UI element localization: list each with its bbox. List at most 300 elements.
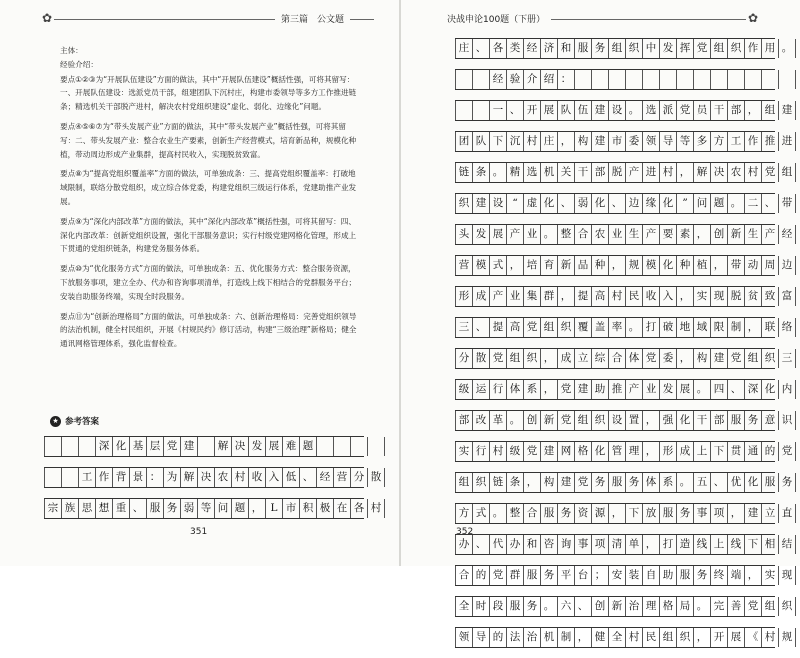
grid-cell: 、	[728, 380, 745, 399]
grid-cell	[711, 70, 728, 89]
grid-cell: 群	[541, 287, 558, 306]
grid-cell: 台	[575, 566, 592, 585]
grid-cell	[455, 101, 473, 120]
grid-cell: 党	[524, 318, 541, 337]
grid-cell: 等	[677, 132, 694, 151]
grid-cell: 推	[609, 380, 626, 399]
grid-cell: 结	[779, 535, 796, 554]
grid-cell: 。	[541, 225, 558, 244]
grid-cell: 发	[473, 225, 490, 244]
grid-cell: 系	[660, 473, 677, 492]
grid-cell: 建	[711, 349, 728, 368]
grid-cell	[745, 70, 762, 89]
grid-cell: 市	[283, 499, 300, 518]
grid-cell: ，	[609, 504, 626, 523]
grid-cell: 下	[745, 535, 762, 554]
grid-cell: 联	[762, 318, 779, 337]
grid-row	[455, 317, 793, 338]
grid-cell: 打	[643, 318, 660, 337]
paragraph: 要点①②③为“开展队伍建设”方面的做法，其中“开展队伍建设”概括性强，可将其留写：一、开展队伍建设：选派党员干部，组建团队下沉村庄，构建市委领导等多方工作推进链条；精选机关干部脱产进村，解决农村党组织建设“虚化、弱化、边缘化”问题。	[60, 74, 357, 112]
grid-cell: 极	[317, 499, 334, 518]
grid-cell: 党	[558, 411, 575, 430]
grid-cell: 种	[592, 256, 609, 275]
grid-cell	[79, 437, 96, 456]
grid-cell: 部	[455, 411, 473, 430]
grid-cell: 贯	[728, 442, 745, 461]
grid-cell: 织	[728, 39, 745, 58]
grid-cell: ，	[745, 318, 762, 337]
grid-cell: 委	[626, 132, 643, 151]
left-body-text	[60, 44, 360, 351]
grid-cell: 积	[300, 499, 317, 518]
grid-cell: 、	[575, 597, 592, 616]
grid-cell: 善	[728, 597, 745, 616]
grid-cell: ，	[728, 504, 745, 523]
grid-cell: 精	[507, 163, 524, 182]
grid-cell: 化	[541, 194, 558, 213]
grid-cell: 织	[626, 39, 643, 58]
grid-cell: 综	[592, 349, 609, 368]
grid-cell: 服	[762, 473, 779, 492]
grid-cell: 工	[79, 468, 96, 487]
grid-cell: L	[266, 499, 283, 518]
grid-cell: 链	[490, 473, 507, 492]
grid-cell: 工	[728, 132, 745, 151]
grid-cell	[694, 70, 711, 89]
grid-cell: 组	[609, 39, 626, 58]
grid-cell: 建	[575, 380, 592, 399]
grid-cell: 系	[524, 380, 541, 399]
grid-cell: 、	[130, 499, 147, 518]
grid-cell: 中	[643, 39, 660, 58]
grid-cell	[609, 70, 626, 89]
grid-cell: 村	[609, 287, 626, 306]
grid-cell: 发	[660, 380, 677, 399]
grid-cell: 条	[507, 473, 524, 492]
grid-cell: 化	[113, 437, 130, 456]
grid-row	[455, 69, 775, 90]
grid-cell: 团	[455, 132, 473, 151]
grid-cell: 入	[266, 468, 283, 487]
grid-cell: 线	[694, 535, 711, 554]
grid-cell: 育	[541, 256, 558, 275]
grid-cell: 高	[592, 287, 609, 306]
grid-cell: ，	[609, 256, 626, 275]
grid-cell: 务	[541, 566, 558, 585]
grid-row	[455, 131, 793, 152]
grid-cell: 问	[215, 499, 232, 518]
grid-cell: 生	[745, 225, 762, 244]
grid-cell: ，	[677, 163, 694, 182]
grid-cell: 务	[524, 597, 541, 616]
grid-cell: ，	[643, 442, 660, 461]
grid-cell: 党	[779, 442, 796, 461]
grid-cell: 题	[300, 437, 317, 456]
grid-cell: 为	[164, 468, 181, 487]
grid-row	[455, 627, 793, 648]
grid-cell	[660, 70, 677, 89]
grid-cell: 破	[660, 318, 677, 337]
paragraph: 要点⑧为“提高党组织覆盖率”方面的做法，可单独成条：三、提高党组织覆盖率：打破地域限制，联络分散党组织，成立综合体党委，构建党组织三级运行体系，党建助推产业发展。	[60, 169, 357, 206]
grid-cell: 农	[215, 468, 232, 487]
left-answer-grid	[44, 436, 382, 529]
grid-cell: 打	[660, 535, 677, 554]
grid-cell: 相	[762, 535, 779, 554]
grid-cell: 行	[473, 442, 490, 461]
grid-cell: 时	[473, 597, 490, 616]
grid-cell: 组	[660, 628, 677, 647]
grid-cell: 全	[455, 597, 473, 616]
grid-cell: 服	[609, 473, 626, 492]
grid-row	[455, 348, 793, 369]
grid-cell: 织	[473, 473, 490, 492]
header-rule	[551, 19, 746, 20]
grid-cell: 组	[762, 597, 779, 616]
grid-cell: 体	[507, 380, 524, 399]
grid-cell: 服	[728, 411, 745, 430]
grid-cell: 。	[490, 163, 507, 182]
grid-cell: 务	[626, 473, 643, 492]
grid-cell: 织	[592, 411, 609, 430]
grid-cell: 深	[96, 437, 113, 456]
grid-cell: 低	[283, 468, 300, 487]
grid-cell: 务	[164, 499, 181, 518]
grid-cell: 庄	[455, 39, 473, 58]
grid-cell: 、	[609, 194, 626, 213]
grid-cell: 党	[575, 473, 592, 492]
grid-cell: 新	[558, 256, 575, 275]
grid-row	[455, 224, 793, 245]
grid-cell: 务	[592, 39, 609, 58]
grid-cell: 一	[490, 101, 507, 120]
right-header-title: 决战申论100题（下册）	[447, 14, 546, 25]
grid-cell: 、	[473, 318, 490, 337]
grid-cell: 。	[779, 39, 796, 58]
grid-cell: 党	[745, 597, 762, 616]
grid-cell: 。	[677, 473, 694, 492]
grid-cell: 服	[677, 566, 694, 585]
grid-cell: 沉	[507, 132, 524, 151]
grid-cell: 提	[490, 318, 507, 337]
grid-row	[455, 472, 793, 493]
grid-cell: ；	[592, 566, 609, 585]
grid-cell: 散	[473, 349, 490, 368]
grid-cell: 边	[626, 194, 643, 213]
grid-cell: 散	[368, 468, 385, 487]
grid-cell: 富	[779, 287, 796, 306]
grid-cell: 构	[541, 473, 558, 492]
grid-cell: 规	[626, 256, 643, 275]
grid-cell: 产	[762, 225, 779, 244]
grid-cell: 村	[626, 628, 643, 647]
grid-cell: 市	[609, 132, 626, 151]
grid-cell: 新	[541, 411, 558, 430]
ornament-icon: ✿	[41, 11, 53, 25]
grid-cell: ，	[541, 380, 558, 399]
grid-cell: 格	[660, 597, 677, 616]
grid-cell: 方	[711, 132, 728, 151]
right-header	[441, 10, 760, 26]
grid-cell	[473, 101, 490, 120]
grid-cell	[677, 70, 694, 89]
grid-cell: 队	[473, 132, 490, 151]
grid-cell: 形	[455, 287, 473, 306]
grid-row	[455, 38, 793, 59]
grid-cell: 新	[609, 597, 626, 616]
grid-cell: 缘	[643, 194, 660, 213]
paragraph: 要点⑩为“优化服务方式”方面的做法，可单独成条：五、优化服务方式：整合服务资源，下放服务事项，建立全办、代办和咨询事项清单，打造线上线下相结合的党群服务平台；安装自助服务终端，实现全时段服务。	[60, 264, 357, 301]
grid-cell: 事	[575, 535, 592, 554]
grid-cell	[351, 437, 368, 456]
grid-cell: 创	[711, 225, 728, 244]
grid-cell: 开	[524, 101, 541, 120]
grid-cell: 种	[677, 256, 694, 275]
grid-cell	[62, 468, 79, 487]
grid-cell: 方	[455, 504, 473, 523]
grid-cell: 决	[198, 468, 215, 487]
grid-cell: 设	[609, 101, 626, 120]
answer-heading	[50, 415, 99, 427]
grid-cell: 村	[368, 499, 385, 518]
grid-cell	[575, 70, 592, 89]
grid-cell: 产	[507, 225, 524, 244]
grid-cell: 机	[541, 163, 558, 182]
star-icon: ★	[50, 416, 61, 427]
grid-cell: 党	[762, 163, 779, 182]
grid-cell: 庄	[541, 132, 558, 151]
grid-cell: 完	[711, 597, 728, 616]
grid-cell: 治	[626, 597, 643, 616]
grid-row	[44, 498, 382, 519]
grid-cell: ：	[558, 70, 575, 89]
grid-cell: 提	[575, 287, 592, 306]
grid-cell: 建	[592, 132, 609, 151]
grid-cell: 盖	[592, 318, 609, 337]
grid-cell: 办	[507, 535, 524, 554]
grid-cell: 资	[575, 504, 592, 523]
grid-cell: 设	[609, 411, 626, 430]
grid-cell: ，	[249, 499, 266, 518]
grid-cell: 级	[455, 380, 473, 399]
grid-cell: 经	[524, 39, 541, 58]
header-rule	[350, 19, 374, 20]
grid-row	[455, 596, 793, 617]
grid-cell: 党	[558, 380, 575, 399]
grid-cell: 形	[660, 442, 677, 461]
grid-cell: 网	[558, 442, 575, 461]
grid-cell: 题	[711, 194, 728, 213]
grid-cell: 培	[524, 256, 541, 275]
grid-cell: 发	[660, 39, 677, 58]
grid-cell: 带	[779, 194, 796, 213]
grid-cell: 级	[507, 442, 524, 461]
grid-cell: 类	[507, 39, 524, 58]
grid-cell: 队	[558, 101, 575, 120]
grid-cell: 服	[660, 504, 677, 523]
grid-cell: 组	[507, 349, 524, 368]
grid-cell: 建	[181, 437, 198, 456]
grid-row	[44, 436, 364, 457]
grid-cell	[368, 437, 385, 456]
grid-cell: 改	[473, 411, 490, 430]
grid-cell: 村	[745, 163, 762, 182]
grid-cell: ，	[524, 473, 541, 492]
left-header	[40, 10, 374, 26]
answer-title: 参考答案	[65, 417, 100, 427]
grid-cell: ，	[558, 287, 575, 306]
grid-cell	[62, 437, 79, 456]
grid-cell: ，	[643, 535, 660, 554]
grid-cell: 成	[677, 442, 694, 461]
grid-cell: 治	[524, 628, 541, 647]
grid-cell: 选	[524, 163, 541, 182]
grid-cell: 植	[694, 256, 711, 275]
grid-cell: 段	[490, 597, 507, 616]
grid-cell: 收	[643, 287, 660, 306]
grid-cell	[779, 70, 796, 89]
grid-cell: 、	[711, 473, 728, 492]
grid-cell: ：	[147, 468, 164, 487]
grid-cell: 部	[728, 101, 745, 120]
grid-cell: 党	[694, 39, 711, 58]
grid-cell: 合	[524, 504, 541, 523]
grid-cell: 代	[490, 535, 507, 554]
grid-cell: 制	[558, 628, 575, 647]
paragraph: 要点⑨为“深化内部改革”方面的做法，其中“深化内部改革”概括性强，可将其留写：四、深化内部改革：创新党组织设置，强化干部服务意识；实行村级党建网格化管理，形成上下贯通的党组织链条，构建党务服务体系。	[60, 216, 357, 254]
grid-cell: 询	[558, 535, 575, 554]
grid-cell: 分	[351, 468, 368, 487]
grid-cell: 化	[660, 256, 677, 275]
grid-cell: 组	[541, 318, 558, 337]
grid-cell: 问	[694, 194, 711, 213]
grid-cell: 产	[490, 287, 507, 306]
grid-cell: ，	[643, 411, 660, 430]
grid-cell: 多	[694, 132, 711, 151]
grid-cell: 各	[351, 499, 368, 518]
grid-cell: 进	[643, 163, 660, 182]
grid-cell: 重	[113, 499, 130, 518]
grid-cell: 边	[779, 256, 796, 275]
grid-cell: 、	[762, 194, 779, 213]
grid-cell: 规	[779, 628, 796, 647]
grid-cell: 务	[558, 504, 575, 523]
grid-cell: 体	[643, 473, 660, 492]
grid-cell: 和	[558, 39, 575, 58]
grid-cell: 下	[626, 504, 643, 523]
grid-cell	[334, 437, 351, 456]
grid-cell: 员	[694, 101, 711, 120]
grid-cell: 织	[455, 194, 473, 213]
grid-cell: 式	[473, 504, 490, 523]
grid-cell: 。	[626, 318, 643, 337]
grid-cell: 直	[779, 504, 796, 523]
paragraph: 主体：	[60, 46, 83, 55]
grid-cell: 组	[745, 349, 762, 368]
grid-cell: 实	[455, 442, 473, 461]
grid-cell: 织	[779, 597, 796, 616]
grid-cell: 局	[677, 597, 694, 616]
grid-cell: 委	[660, 349, 677, 368]
grid-cell: 。	[490, 504, 507, 523]
grid-cell: 农	[728, 163, 745, 182]
grid-cell: 党	[524, 442, 541, 461]
grid-cell: 部	[592, 163, 609, 182]
grid-row	[455, 379, 793, 400]
grid-cell: 经	[779, 225, 796, 244]
grid-cell: 发	[249, 437, 266, 456]
grid-cell: 挥	[677, 39, 694, 58]
grid-cell: 助	[592, 380, 609, 399]
grid-cell: 上	[694, 442, 711, 461]
grid-cell: 服	[524, 566, 541, 585]
grid-cell: 想	[96, 499, 113, 518]
grid-cell: 动	[745, 256, 762, 275]
grid-cell: 导	[473, 628, 490, 647]
grid-cell: 组	[575, 411, 592, 430]
left-header-title: 第三篇 公文题	[280, 14, 344, 25]
grid-cell: 咨	[541, 535, 558, 554]
grid-cell: 村	[524, 132, 541, 151]
grid-cell: 放	[643, 504, 660, 523]
grid-cell: 、	[473, 39, 490, 58]
grid-row	[44, 467, 382, 488]
grid-cell: 进	[779, 132, 796, 151]
grid-cell: 济	[541, 39, 558, 58]
grid-cell: 等	[198, 499, 215, 518]
grid-cell: 和	[524, 535, 541, 554]
grid-cell	[728, 70, 745, 89]
grid-cell: 展	[541, 101, 558, 120]
grid-cell: 背	[113, 468, 130, 487]
grid-cell: 行	[490, 380, 507, 399]
grid-cell: 现	[711, 287, 728, 306]
grid-cell: 三	[779, 349, 796, 368]
header-rule	[54, 19, 275, 20]
grid-row	[455, 286, 793, 307]
grid-cell: 村	[490, 442, 507, 461]
grid-cell: 各	[490, 39, 507, 58]
paragraph: 经验介绍：	[60, 59, 98, 69]
paragraph: 要点④⑤⑥⑦为“带头发展产业”方面的做法，其中“带头发展产业”概括性强，可将其留写：二、带头发展产业：整合农业生产要素，创新生产经营模式，培育新品种，规模化种植，带动周边形成产业集群，提高村民收入，实现脱贫致富。	[60, 121, 357, 159]
grid-cell: 域	[694, 318, 711, 337]
grid-cell: 项	[711, 504, 728, 523]
ornament-icon: ✿	[747, 11, 759, 25]
grid-cell: 思	[79, 499, 96, 518]
grid-cell: 景	[130, 468, 147, 487]
grid-cell: 党	[643, 349, 660, 368]
grid-cell: 实	[694, 287, 711, 306]
grid-cell: 服	[507, 597, 524, 616]
grid-cell: 绍	[541, 70, 558, 89]
grid-cell: 组	[711, 39, 728, 58]
grid-cell: 事	[694, 504, 711, 523]
grid-cell: 单	[626, 535, 643, 554]
grid-cell: 干	[575, 163, 592, 182]
grid-cell: 开	[711, 628, 728, 647]
grid-cell: 周	[762, 256, 779, 275]
grid-cell: 业	[643, 380, 660, 399]
grid-cell: ，	[558, 132, 575, 151]
grid-cell: 实	[762, 566, 779, 585]
grid-cell: 机	[541, 628, 558, 647]
grid-cell: 、	[558, 194, 575, 213]
grid-cell: 限	[711, 318, 728, 337]
grid-cell: 化	[745, 473, 762, 492]
grid-cell: 源	[592, 504, 609, 523]
grid-cell: 模	[643, 256, 660, 275]
grid-cell: 民	[626, 287, 643, 306]
grid-cell: 造	[677, 535, 694, 554]
